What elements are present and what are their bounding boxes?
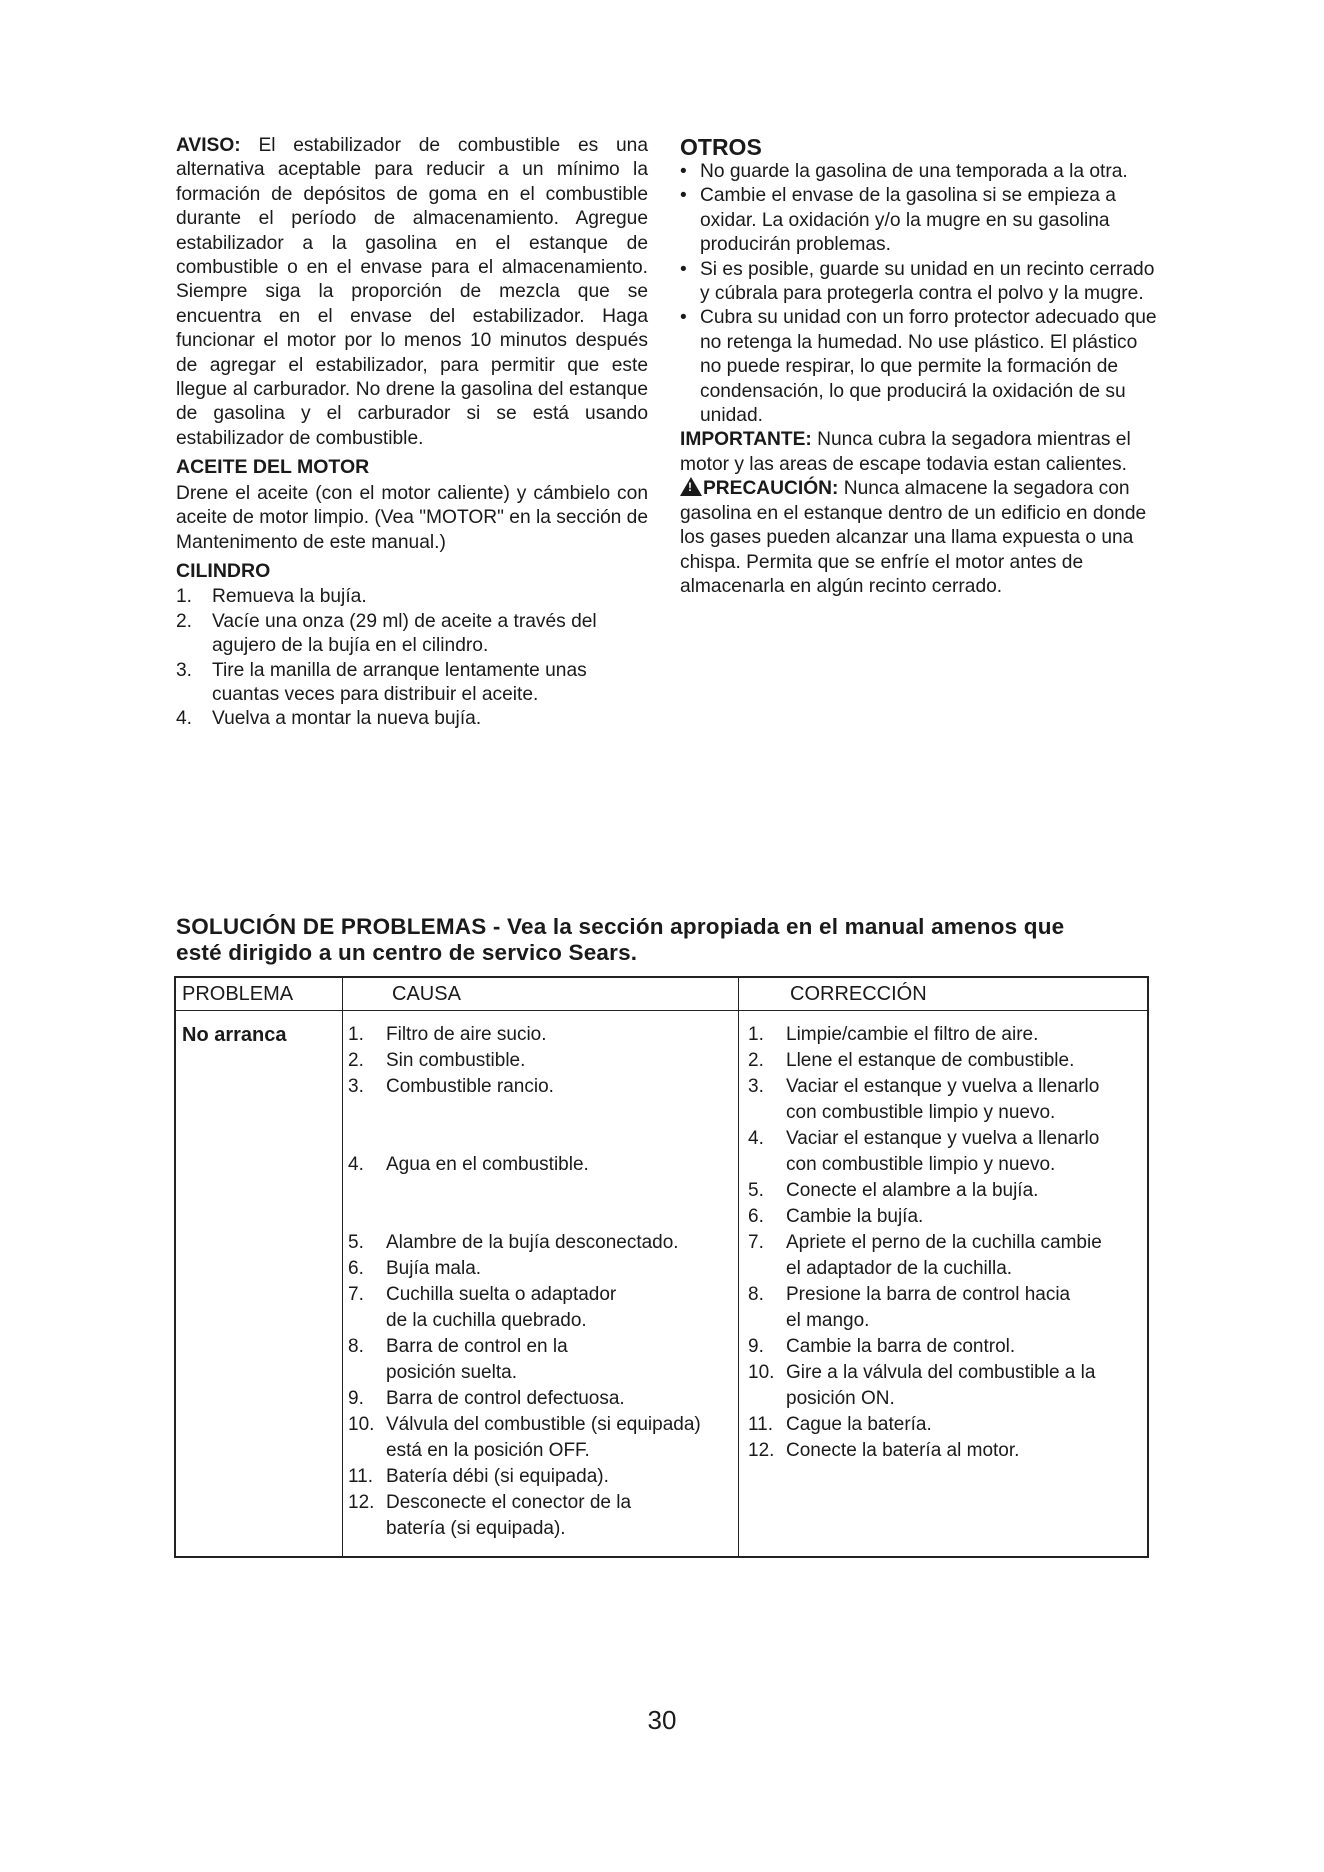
correction-number: 1. — [748, 1024, 764, 1045]
cause-number: 3. — [348, 1076, 364, 1097]
cilindro-steps — [176, 585, 648, 731]
precaucion-label: PRECAUCIÓN: — [703, 478, 839, 500]
list-item — [748, 1438, 1146, 1464]
bullet-icon: • — [680, 258, 687, 280]
importante-text: Nunca cubra la segadora mientras el motor y las areas de escape todavia estan calientes. — [680, 429, 1131, 475]
cause-number: 8. — [348, 1336, 364, 1357]
header-correccion: CORRECCIÓN — [790, 983, 927, 1005]
troubleshooting-title-line2: esté dirigido a un centro de servico Sears. — [176, 940, 638, 965]
list-item — [748, 1230, 1106, 1282]
list-item-text: Cubra su unidad con un forro protector adecuado que no retenga la humedad. No use plástico. El plástico no puede respirar, lo que permite la formación de condensación, lo que producirá la oxidación de su unidad. — [700, 307, 1157, 427]
troubleshooting-table — [174, 976, 1149, 1558]
troubleshooting-title — [176, 914, 1156, 966]
cause-number: 12. — [348, 1492, 375, 1513]
list-item — [748, 1360, 1116, 1412]
list-item — [348, 1412, 716, 1464]
list-item — [748, 1074, 1104, 1126]
list-item — [176, 610, 648, 659]
cause-text: Desconecte el conector de la batería (si equipada). — [386, 1492, 632, 1539]
warning-icon — [680, 477, 702, 496]
bullet-icon: • — [680, 307, 687, 329]
cause-text: Filtro de aire sucio. — [386, 1024, 547, 1045]
cause-text: Batería débi (si equipada). — [386, 1466, 609, 1487]
list-item — [176, 585, 648, 609]
cause-number: 11. — [348, 1466, 374, 1487]
correction-text: Conecte el alambre a la bujía. — [786, 1180, 1039, 1201]
list-item — [348, 1152, 736, 1230]
step-number: 2. — [176, 610, 193, 632]
aviso-paragraph — [176, 134, 648, 451]
list-item — [348, 1282, 636, 1334]
list-item — [748, 1204, 1146, 1230]
correction-text: Vaciar el estanque y vuelva a llenarlo con combustible limpio y nuevo. — [786, 1128, 1100, 1175]
cause-number: 6. — [348, 1258, 364, 1279]
correction-number: 12. — [748, 1440, 775, 1461]
correction-text: Cambie la barra de control. — [786, 1336, 1016, 1357]
list-item — [748, 1022, 1146, 1048]
corrections-list — [748, 1022, 1146, 1464]
bullet-icon: • — [680, 185, 687, 207]
precaucion-text: Nunca almacene la segadora con gasolina en el estanque dentro de un edificio en donde los gases pueden alcanzar una llama expuesta o una chispa. Permita que se enfríe el motor antes de almacenarla en algún recinto cerrado. — [680, 478, 1147, 597]
correction-number: 8. — [748, 1284, 764, 1305]
cause-text: Barra de control en la posición suelta. — [386, 1336, 568, 1383]
correction-text: Apriete el perno de la cuchilla cambie el adaptador de la cuchilla. — [786, 1232, 1102, 1279]
header-divider — [176, 1010, 1147, 1011]
correction-text: Limpie/cambie el filtro de aire. — [786, 1024, 1039, 1045]
aceite-text: Drene el aceite (con el motor caliente) y cámbielo con aceite de motor limpio. (Vea "MOTOR" en la sección de Mantenimento de este manual.) — [176, 482, 648, 553]
importante-paragraph — [680, 428, 1158, 477]
cilindro-heading: CILINDRO — [176, 559, 271, 582]
column-divider — [738, 978, 739, 1556]
column-divider — [342, 978, 343, 1556]
header-problema: PROBLEMA — [182, 983, 294, 1005]
correction-number: 2. — [748, 1050, 764, 1071]
left-column — [176, 134, 648, 732]
correction-number: 7. — [748, 1232, 764, 1253]
list-item — [348, 1490, 666, 1542]
cause-number: 10. — [348, 1414, 375, 1435]
aviso-text: El estabilizador de combustible es una alternativa aceptable para reducir a un mínimo la formación de depósitos de goma en el combustible durante el período de almacenamiento. Agregue estabilizador a la gasolina en el estanque de combustible o en el envase para el almacenamiento. Siempre siga la proporción de mezcla que se encuentra en el envase del estabilizador. Haga funcionar el motor por lo menos 10 minutos después de agregar el estabilizador, para permitir que este llegue al carburador. No drene la gasolina del estanque de gasolina y el carburador si se está usando estabilizador de combustible. — [176, 135, 648, 449]
list-item — [748, 1334, 1146, 1360]
correction-number: 6. — [748, 1206, 764, 1227]
list-item — [348, 1334, 586, 1386]
step-text: Vuelva a montar la nueva bujía. — [212, 708, 482, 730]
cause-number: 1. — [348, 1024, 364, 1045]
cause-text: Sin combustible. — [386, 1050, 526, 1071]
step-text: Remueva la bujía. — [212, 586, 367, 608]
list-item — [348, 1022, 736, 1048]
cause-text: Cuchilla suelta o adaptador de la cuchilla quebrado. — [386, 1284, 617, 1331]
correction-text: Cambie la bujía. — [786, 1206, 924, 1227]
correction-text: Llene el estanque de combustible. — [786, 1050, 1075, 1071]
correction-number: 9. — [748, 1336, 764, 1357]
correction-text: Gire a la válvula del combustible a la posición ON. — [786, 1362, 1096, 1409]
precaucion-paragraph — [680, 477, 1158, 599]
troubleshooting-title-line1: SOLUCIÓN DE PROBLEMAS - Vea la sección apropiada en el manual amenos que — [176, 914, 1065, 939]
list-item — [680, 160, 1158, 184]
correction-number: 11. — [748, 1414, 774, 1435]
cause-text: Barra de control defectuosa. — [386, 1388, 625, 1409]
cause-text: Agua en el combustible. — [386, 1154, 589, 1175]
list-item — [748, 1126, 1104, 1178]
page-number: 30 — [647, 1705, 677, 1735]
list-item — [748, 1412, 1146, 1438]
correction-text: Cague la batería. — [786, 1414, 932, 1435]
list-item — [348, 1464, 736, 1490]
step-text: Vacíe una onza (29 ml) de aceite a través del agujero de la bujía en el cilindro. — [212, 610, 597, 657]
list-item — [348, 1048, 736, 1074]
list-item — [748, 1282, 1086, 1334]
aceite-heading: ACEITE DEL MOTOR — [176, 456, 370, 479]
list-item — [348, 1256, 736, 1282]
list-item — [680, 184, 1158, 257]
list-item-text: Cambie el envase de la gasolina si se empieza a oxidar. La oxidación y/o la mugre en su gasolina producirán problemas. — [700, 185, 1116, 256]
cause-number: 2. — [348, 1050, 364, 1071]
correction-text: Presione la barra de control hacia el mango. — [786, 1284, 1071, 1331]
list-item — [176, 707, 648, 731]
causes-list — [348, 1022, 736, 1542]
right-column — [680, 134, 1158, 599]
cause-number: 5. — [348, 1232, 364, 1253]
cause-text: Bujía mala. — [386, 1258, 482, 1279]
cause-number: 4. — [348, 1154, 364, 1175]
aviso-label: AVISO: — [176, 135, 241, 156]
list-item-text: No guarde la gasolina de una temporada a la otra. — [700, 161, 1128, 182]
list-item — [176, 659, 648, 708]
bullet-icon: • — [680, 161, 687, 182]
correction-text: Vaciar el estanque y vuelva a llenarlo con combustible limpio y nuevo. — [786, 1076, 1100, 1123]
correction-number: 5. — [748, 1180, 764, 1201]
list-item — [748, 1048, 1146, 1074]
corrections-cell — [748, 1022, 1146, 1464]
list-item — [748, 1178, 1146, 1204]
step-text: Tire la manilla de arranque lentamente unas cuantas veces para distribuir el aceite. — [212, 659, 587, 705]
otros-heading: OTROS — [680, 134, 762, 160]
list-item — [680, 306, 1158, 428]
problem-no-arranca: No arranca — [182, 1024, 287, 1046]
cause-number: 7. — [348, 1284, 364, 1305]
cause-text: Alambre de la bujía desconectado. — [386, 1232, 679, 1253]
correction-number: 10. — [748, 1362, 775, 1383]
step-number: 1. — [176, 586, 193, 608]
list-item — [348, 1386, 736, 1412]
correction-text: Conecte la batería al motor. — [786, 1440, 1020, 1461]
otros-list — [680, 160, 1158, 428]
correction-number: 4. — [748, 1128, 764, 1149]
header-causa: CAUSA — [392, 983, 461, 1005]
list-item-text: Si es posible, guarde su unidad en un recinto cerrado y cúbrala para protegerla contra el polvo y la mugre. — [700, 258, 1155, 305]
list-item — [348, 1074, 736, 1152]
list-item — [348, 1230, 736, 1256]
cause-text: Válvula del combustible (si equipada) está en la posición OFF. — [386, 1414, 701, 1461]
cause-text: Combustible rancio. — [386, 1076, 554, 1097]
list-item — [680, 258, 1158, 307]
importante-label: IMPORTANTE: — [680, 429, 812, 451]
step-number: 3. — [176, 659, 193, 681]
step-number: 4. — [176, 708, 193, 730]
correction-number: 3. — [748, 1076, 764, 1097]
cause-number: 9. — [348, 1388, 364, 1409]
causes-cell — [348, 1022, 736, 1542]
